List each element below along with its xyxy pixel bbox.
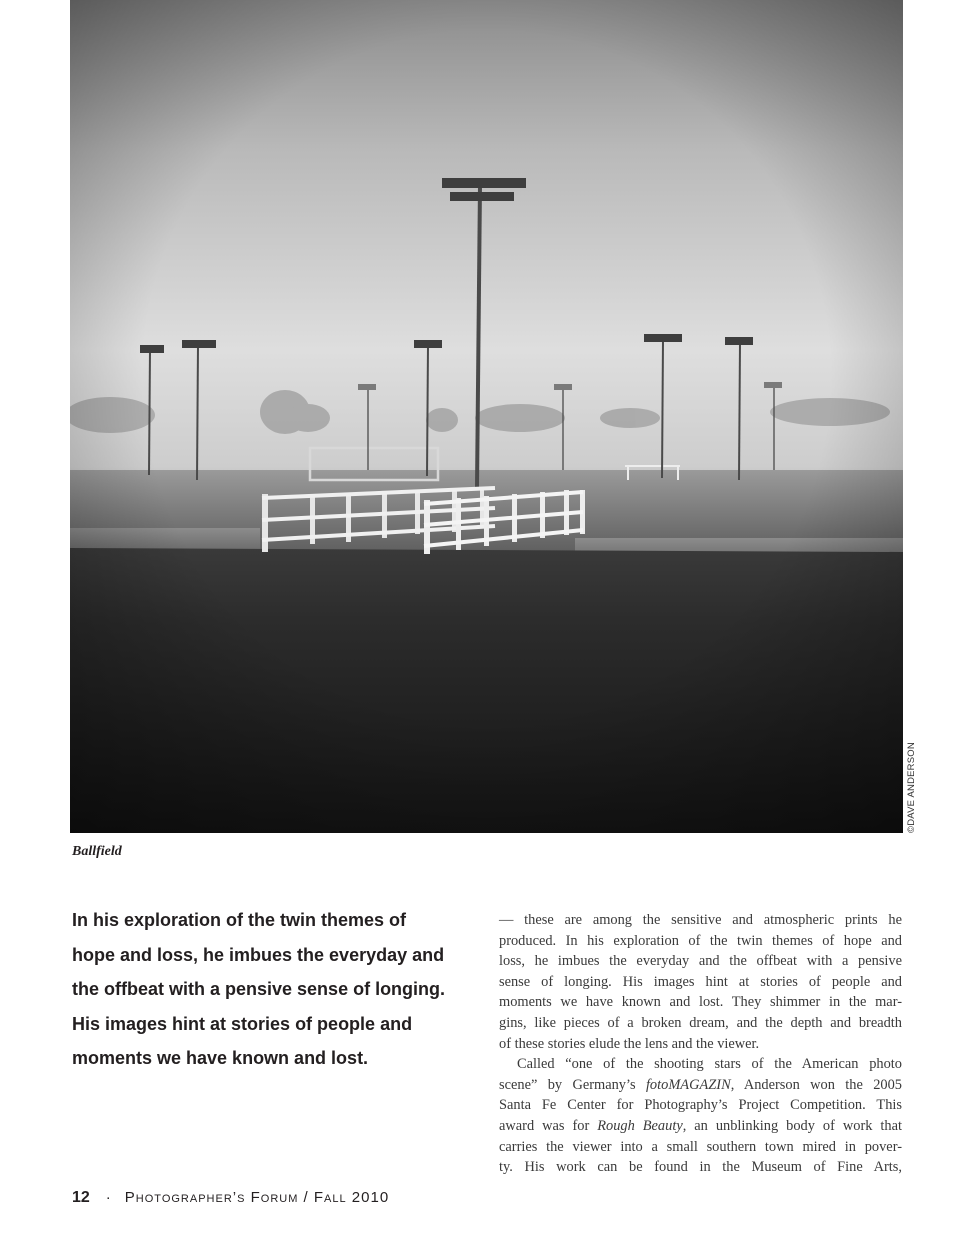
body-line: moments we have known and lost. They shimmer in the mar- (499, 994, 902, 1011)
body-line: produced. In his exploration of the twin themes of hope and (499, 932, 902, 949)
ballfield-photo (70, 0, 903, 833)
pull-quote-line: His images hint at stories of people and (72, 1013, 413, 1034)
body-line: ty. His work can be found in the Museum of Fine Arts, (499, 1159, 902, 1176)
pull-quote (72, 903, 472, 1076)
pull-quote-line: the offbeat with a pensive sense of longing. (72, 979, 446, 999)
publication-title: Photographer’s Forum / Fall 2010 (124, 1189, 390, 1206)
italic-title: Rough Beauty (597, 1117, 683, 1134)
pull-quote-line: moments we have known and lost. (72, 1048, 369, 1068)
pull-quote-line: In his exploration of the twin themes of (72, 910, 407, 930)
photo-caption: Ballfield (72, 844, 122, 859)
page-number: 12 (72, 1189, 90, 1206)
body-line: of these stories elude the lens and the viewer. (499, 1035, 760, 1052)
article-body (499, 910, 902, 1178)
body-line: Called “one of the shooting stars of the American photo (517, 1056, 902, 1073)
body-line: award was for Rough Beauty, an unblinking body of work that (499, 1117, 902, 1134)
body-line: scene” by Germany’s fotoMAGAZIN, Anderson won the 2005 (499, 1076, 902, 1093)
body-line: Santa Fe Center for Photography’s Project Competition. This (499, 1097, 902, 1114)
pull-quote-line: hope and loss, he imbues the everyday and (72, 944, 445, 965)
body-line: gins, like pieces of a broken dream, and the depth and breadth (499, 1014, 902, 1031)
body-line: — these are among the sensitive and atmospheric prints he (499, 912, 902, 928)
page-footer (72, 1189, 389, 1207)
footer-separator: · (105, 1189, 111, 1206)
body-line: carries the viewer into a small southern town mired in pover- (499, 1138, 902, 1155)
photo-credit: ©DAVE ANDERSON (906, 742, 917, 833)
italic-title: fotoMAGAZIN (645, 1076, 731, 1093)
body-line: sense of longing. His images hint at stories of people and (499, 973, 902, 990)
body-line: loss, he imbues the everyday and the offbeat with a pensive (499, 953, 902, 970)
